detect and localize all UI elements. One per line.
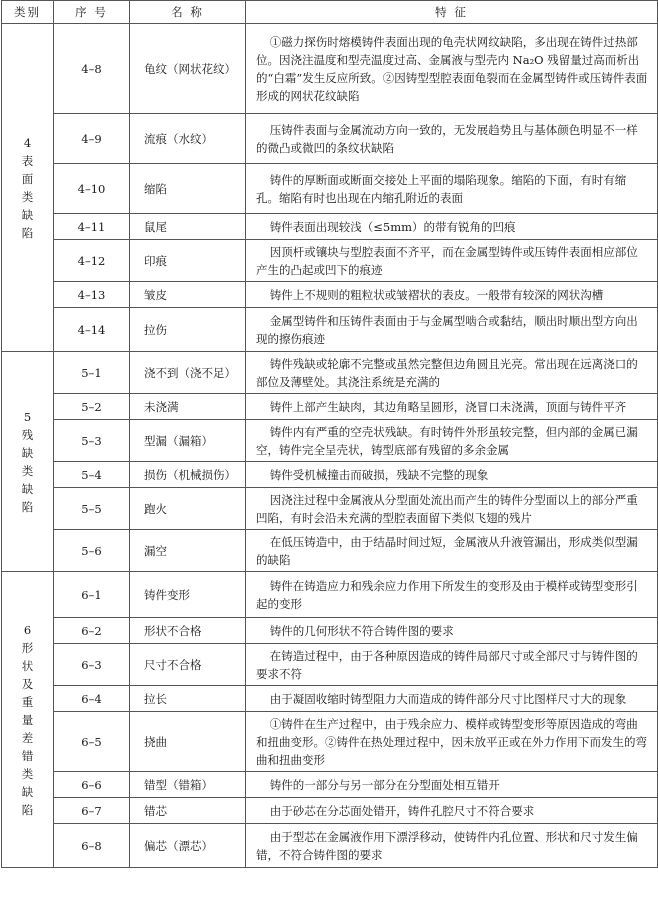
feature-text: 铸件上不规则的粗粒状或皱褶状的表皮。一般带有较深的网状沟槽 (269, 287, 604, 302)
table-row (2, 712, 658, 772)
header-feature: 特 征 (246, 1, 658, 24)
feature-text: 在铸造过程中，由于各种原因造成的铸件局部尺寸或全部尺寸与铸件图的要求不符 (256, 648, 638, 681)
table-row (2, 572, 658, 618)
name-cell: 跑火 (130, 488, 246, 530)
feature-text: 因浇注过程中金属液从分型面处流出而产生的铸件分型面以上的部分严重凹陷，有时会沿未充满的型腔表面留下类似飞翅的残片 (256, 492, 638, 525)
number-cell: 4–8 (54, 24, 130, 114)
table-row (2, 824, 658, 868)
name-cell: 错型（错箱） (130, 772, 246, 798)
table-row (2, 214, 658, 240)
table-row (2, 644, 658, 686)
defect-table (1, 0, 658, 868)
name-cell: 未浇满 (130, 394, 246, 420)
feature-cell (246, 164, 658, 214)
feature-text: 由于砂芯在分芯面处错开，铸件孔腔尺寸不符合要求 (269, 803, 535, 818)
feature-text: 因顶杆或镶块与型腔表面不齐平，而在金属型铸件或压铸件表面相应部位产生的凸起或凹下的痕迹 (256, 244, 638, 277)
feature-text: 压铸件表面与金属流动方向一致的，无发展趋势且与基体颜色明显不一样的微凸或微凹的条纹状缺陷 (256, 122, 638, 155)
number-cell: 6–7 (54, 798, 130, 824)
feature-cell (246, 530, 658, 572)
feature-cell (246, 798, 658, 824)
feature-text: 铸件内有严重的空壳状残缺。有时铸件外形虽较完整，但内部的金属已漏空，铸件完全呈壳状，铸型底部有残留的多余金属 (256, 424, 638, 457)
feature-cell (246, 618, 658, 644)
feature-cell (246, 214, 658, 240)
name-cell: 铸件变形 (130, 572, 246, 618)
category-label: 6形状及重量差错类缺陷 (21, 622, 34, 817)
feature-cell (246, 644, 658, 686)
number-cell: 5–4 (54, 462, 130, 488)
feature-cell (246, 394, 658, 420)
feature-text: 由于型芯在金属液作用下漂浮移动，使铸件内孔位置、形状和尺寸发生偏错，不符合铸件图的要求 (256, 829, 638, 862)
number-cell: 6–1 (54, 572, 130, 618)
name-cell: 型漏（漏箱） (130, 420, 246, 462)
number-cell: 4–13 (54, 282, 130, 308)
table-row (2, 488, 658, 530)
table-row (2, 308, 658, 352)
table-row (2, 352, 658, 394)
name-cell: 皱皮 (130, 282, 246, 308)
header-category: 类别 (2, 1, 54, 24)
category-label: 5残缺类缺陷 (21, 409, 34, 514)
feature-text: 铸件表面出现较浅（≤5mm）的带有锐角的凹痕 (269, 219, 516, 234)
number-cell: 4–14 (54, 308, 130, 352)
table-header-row (2, 1, 658, 24)
number-cell: 6–5 (54, 712, 130, 772)
table-row (2, 530, 658, 572)
feature-text: 在低压铸造中，由于结晶时间过短，金属液从升液管漏出，形成类似型漏的缺陷 (256, 534, 638, 567)
category-cell (2, 572, 54, 868)
feature-cell (246, 282, 658, 308)
feature-cell (246, 420, 658, 462)
feature-cell (246, 686, 658, 712)
feature-cell (246, 772, 658, 798)
feature-text: 铸件上部产生缺肉，其边角略呈圆形，浇冒口未浇满，顶面与铸件平齐 (269, 399, 627, 414)
name-cell: 拉伤 (130, 308, 246, 352)
table-row (2, 686, 658, 712)
name-cell: 形状不合格 (130, 618, 246, 644)
feature-cell (246, 24, 658, 114)
category-label: 4表面类缺陷 (21, 135, 34, 240)
table-row (2, 240, 658, 282)
feature-text: 由于凝固收缩时铸型阻力大而造成的铸件部分尺寸比图样尺寸大的现象 (269, 691, 627, 706)
header-number: 序 号 (54, 1, 130, 24)
category-cell (2, 24, 54, 352)
table-row (2, 114, 658, 164)
name-cell: 漏空 (130, 530, 246, 572)
feature-text: 铸件在铸造应力和残余应力作用下所发生的变形及由于模样或铸型变形引起的变形 (256, 578, 638, 611)
feature-text: 金属型铸件和压铸件表面由于与金属型啮合或黏结，顺出时顺出型方向出现的擦伤痕迹 (256, 313, 638, 346)
feature-cell (246, 114, 658, 164)
header-name: 名 称 (130, 1, 246, 24)
name-cell: 流痕（水纹） (130, 114, 246, 164)
feature-cell (246, 824, 658, 868)
number-cell: 4–11 (54, 214, 130, 240)
name-cell: 偏芯（漂芯） (130, 824, 246, 868)
table-row (2, 462, 658, 488)
feature-cell (246, 352, 658, 394)
number-cell: 4–9 (54, 114, 130, 164)
number-cell: 5–3 (54, 420, 130, 462)
number-cell: 5–6 (54, 530, 130, 572)
feature-cell (246, 572, 658, 618)
name-cell: 印痕 (130, 240, 246, 282)
table-row (2, 772, 658, 798)
table-row (2, 394, 658, 420)
number-cell: 5–5 (54, 488, 130, 530)
number-cell: 4–10 (54, 164, 130, 214)
feature-text: 铸件的一部分与另一部分在分型面处相互错开 (269, 777, 500, 792)
feature-cell (246, 308, 658, 352)
name-cell: 龟纹（网状花纹） (130, 24, 246, 114)
number-cell: 6–2 (54, 618, 130, 644)
feature-cell (246, 488, 658, 530)
feature-text: ①磁力探伤时熔模铸件表面出现的龟壳状网纹缺陷，多出现在铸件过热部位。因浇注温度和型壳温度过高、金属液与型壳内 Na₂O 残留量过高而析出的“白霜”发生反应所致。②因铸型型腔表面龟裂而在金属型铸件或压铸件表面形成的网状花纹缺陷 (256, 34, 648, 103)
number-cell: 4–12 (54, 240, 130, 282)
name-cell: 缩陷 (130, 164, 246, 214)
number-cell: 6–6 (54, 772, 130, 798)
table-row (2, 164, 658, 214)
feature-text: 铸件受机械撞击而破损，残缺不完整的现象 (269, 467, 489, 482)
feature-cell (246, 712, 658, 772)
name-cell: 挠曲 (130, 712, 246, 772)
number-cell: 5–1 (54, 352, 130, 394)
feature-text: 铸件残缺或轮廓不完整或虽然完整但边角圆且光亮。常出现在远离浇口的部位及薄壁处。其浇注系统是充满的 (256, 356, 638, 389)
category-cell (2, 352, 54, 572)
table-row (2, 798, 658, 824)
name-cell: 浇不到（浇不足） (130, 352, 246, 394)
number-cell: 6–8 (54, 824, 130, 868)
feature-cell (246, 240, 658, 282)
table-row (2, 24, 658, 114)
table-row (2, 420, 658, 462)
feature-text: 铸件的厚断面或断面交接处上平面的塌陷现象。缩陷的下面，有时有缩孔。缩陷有时也出现在内缩孔附近的表面 (256, 172, 627, 205)
name-cell: 拉长 (130, 686, 246, 712)
number-cell: 6–4 (54, 686, 130, 712)
feature-text: 铸件的几何形状不符合铸件图的要求 (269, 623, 454, 638)
table-row (2, 618, 658, 644)
number-cell: 5–2 (54, 394, 130, 420)
name-cell: 尺寸不合格 (130, 644, 246, 686)
table-row (2, 282, 658, 308)
name-cell: 错芯 (130, 798, 246, 824)
name-cell: 损伤（机械损伤） (130, 462, 246, 488)
name-cell: 鼠尾 (130, 214, 246, 240)
feature-text: ①铸件在生产过程中，由于残余应力、模样或铸型变形等原因造成的弯曲和扭曲变形。②铸件在热处理过程中，因未放平正或在外力作用下而发生的弯曲和扭曲变形 (256, 716, 647, 767)
feature-cell (246, 462, 658, 488)
number-cell: 6–3 (54, 644, 130, 686)
table-body (2, 24, 658, 868)
